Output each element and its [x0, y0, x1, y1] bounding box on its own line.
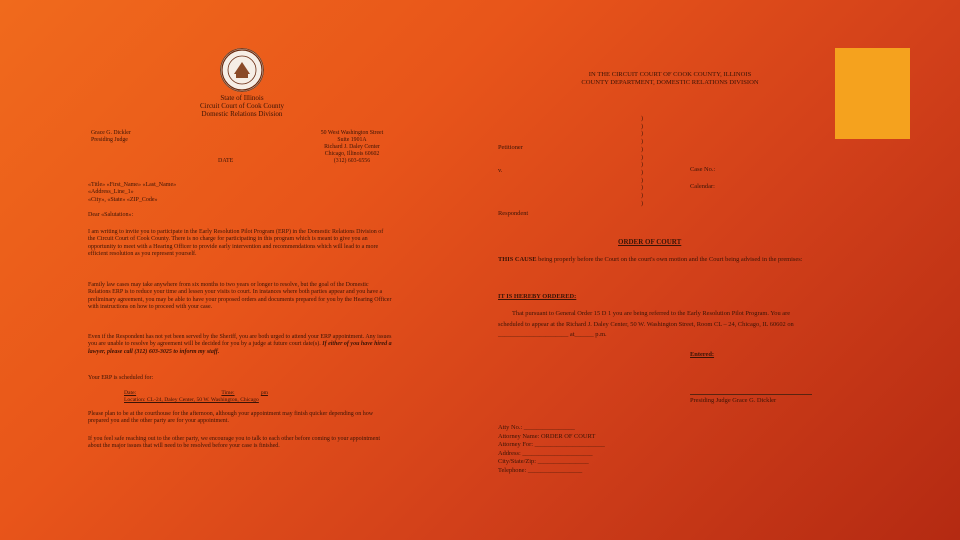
- schedule-pm: pm: [260, 390, 268, 396]
- address-line: Chicago, Illinois 60602: [324, 151, 380, 157]
- recipient-name: «Title» «First_Name» «Last_Name»: [88, 182, 177, 188]
- letter-paragraph-2: Family law cases may take anywhere from six months to two years or longer to resolve, but the goal of the Domestic Relations ERP is to reduce your time and lessen your visits to court. In instances where both parties appear and you have a preliminary agreement, you may be able to have your proposed orders and documents prepared for you by the Hearing Officer with instructions on how to proceed with your case.: [88, 282, 392, 311]
- recipient-address: «Address_Line_1»: [88, 189, 134, 196]
- letter-court-header: [180, 94, 304, 118]
- para3-emphasis: If either of you have hired a lawyer, please call (312) 603-3025 to inform my staff.: [88, 341, 392, 355]
- schedule-date: Date:: [124, 390, 137, 396]
- order-division-line: COUNTY DEPARTMENT, DOMESTIC RELATIONS DIVISION: [581, 79, 759, 87]
- letter-state: State of Illinois: [220, 94, 264, 102]
- calendar-label: Calendar:: [690, 183, 715, 190]
- case-number-label: Case No.:: [690, 166, 716, 173]
- order-text: That pursuant to General Order 15 D 1 you are being referred to the Early Resolution Pilot Program. You are scheduled to appear at the Richard J. Daley Center, 50 W. Washington Street, Room CL – 24, Chicago, IL 60602 on ______________________ at______ p.m.: [498, 310, 794, 338]
- atty-address: Address: ______________________: [498, 449, 593, 457]
- cause-text: being properly before the Court on the court's own motion and the Court being advised in the premises:: [538, 256, 803, 263]
- petitioner-label: Petitioner: [498, 144, 523, 151]
- atty-for: Attorney For: ______________________: [498, 441, 605, 449]
- hereby-ordered: IT IS HEREBY ORDERED:: [498, 293, 577, 300]
- letter-paragraph-3: [88, 334, 392, 356]
- versus-label: v.: [498, 167, 503, 174]
- order-title: ORDER OF COURT: [618, 238, 682, 246]
- address-phone: (312) 603-6556: [333, 158, 371, 164]
- letter-paragraph-4: Please plan to be at the courthouse for the afternoon, although your appointment may finish quicker depending on how prepared you and the other party are for your appointment.: [88, 411, 374, 425]
- entered-label: Entered:: [690, 351, 715, 358]
- schedule-time: Time:: [221, 390, 235, 396]
- letter-paragraph-5: If you feel safe reaching out to the other party, we encourage you to talk to each other before coming to your appointment about the major issues that will need to be resolved before your case is finished.: [88, 436, 381, 450]
- case-caption-brackets: ) ) ) ) ) ) ) ) ) ) ) ): [641, 116, 643, 207]
- letter-division: Domestic Relations Division: [201, 110, 283, 118]
- cause-bold: THIS CAUSE: [498, 256, 537, 263]
- address-line: 50 West Washington Street: [320, 130, 384, 136]
- signature-label: Presiding Judge Grace G. Dickler: [690, 397, 777, 404]
- address-line: Suite 1901A: [337, 137, 367, 143]
- order-court-line: IN THE CIRCUIT COURT OF COOK COUNTY, ILLINOIS: [588, 71, 752, 78]
- schedule-location: Location: CL-24, Daley Center, 50 W. Washington, Chicago: [124, 397, 259, 403]
- letter-paragraph-1: I am writing to invite you to participate in the Early Resolution Pilot Program (ERP) in the Domestic Relations Division of the Circuit Court of Cook County. There is no charge for participating in this program which is meant to give you an opportunity to meet with a Hearing Officer to provide early intervention and recommendations which will lead to a more efficient resolution as you represent yourself.: [88, 229, 384, 258]
- order-cause: [498, 256, 808, 265]
- schedule-intro: Your ERP is scheduled for:: [88, 375, 154, 381]
- state-seal-icon: [220, 48, 264, 92]
- letter-judge-block: [91, 130, 171, 144]
- order-court-header: [540, 71, 800, 88]
- attorney-block: [498, 424, 605, 476]
- atty-number: Atty No.: ________________: [498, 424, 575, 431]
- accent-square: [835, 48, 910, 139]
- letter-salutation: Dear «Salutation»:: [88, 212, 134, 218]
- letter-address-block: [304, 130, 400, 165]
- schedule-details: [124, 390, 268, 404]
- letter-date: DATE: [218, 158, 234, 164]
- para3-text: Even if the Respondent has not yet been served by the Sheriff, you are both urged to attend your ERP appointment. Any issues you are unable to resolve by agreement will be decided for you by a judge at future court date(s).: [88, 334, 392, 348]
- respondent-label: Respondent: [498, 210, 529, 217]
- atty-city: City/State/Zip: ________________: [498, 458, 589, 466]
- letter-court: Circuit Court of Cook County: [200, 102, 284, 110]
- atty-name: Attorney Name: ORDER OF COURT: [498, 432, 596, 440]
- atty-telephone: Telephone: _________________: [498, 466, 583, 474]
- address-line: Richard J. Daley Center: [324, 144, 380, 150]
- judge-title: Presiding Judge: [91, 137, 128, 143]
- judge-name: Grace G. Dickler: [91, 130, 131, 136]
- letter-recipient: [88, 182, 392, 204]
- signature-line: [690, 394, 812, 395]
- recipient-city: «City», «State» «ZIP_Code»: [88, 196, 158, 203]
